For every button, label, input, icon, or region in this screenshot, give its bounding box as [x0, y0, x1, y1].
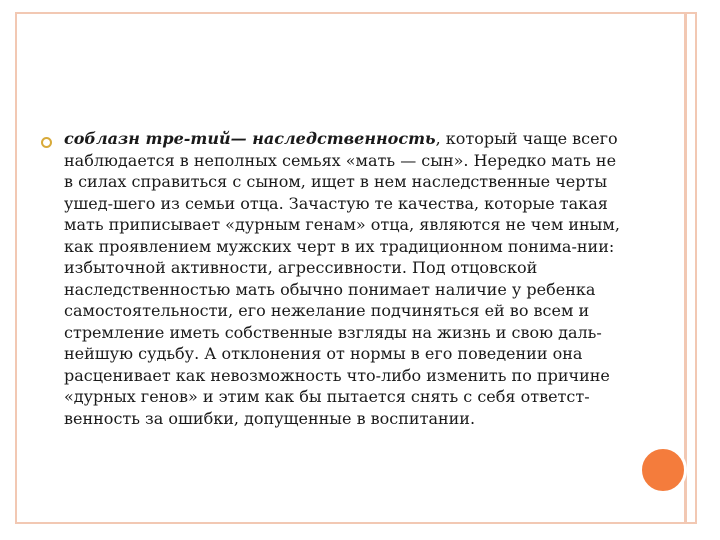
slide-body-text: , который чаще всего наблюдается в неполных семьях «мать — сын». Нередко мать не в силах справиться с сыном, ищет в нем наследственные черты ушед-шего из семьи отца. Зачастую те качества, которые такая мать приписывает «дурным генам» отца, являются не чем иным, как проявлением мужских черт в их традиционном понима-нии: избыточной активности, агрессивности. Под отцовской наследственностью мать обычно понимает наличие у ребенка самостоятельности, его нежелание подчиняться ей во всем и стремление иметь собственные взгляды на жизнь и свою даль-нейшую судьбу. А отклонения от нормы в его поведении она расценивает как невозможность что-либо изменить по причине «дурных генов» и этим как бы пытается снять с себя ответст-венность за ошибки, допущенные в воспитании. — [64, 129, 620, 428]
bullet-icon — [41, 137, 52, 148]
slide-paragraph — [64, 128, 624, 429]
frame-vertical-rule — [684, 12, 687, 524]
slide-term: соблазн тре-тий— наследственность — [64, 129, 436, 148]
decorative-circle — [639, 446, 687, 494]
